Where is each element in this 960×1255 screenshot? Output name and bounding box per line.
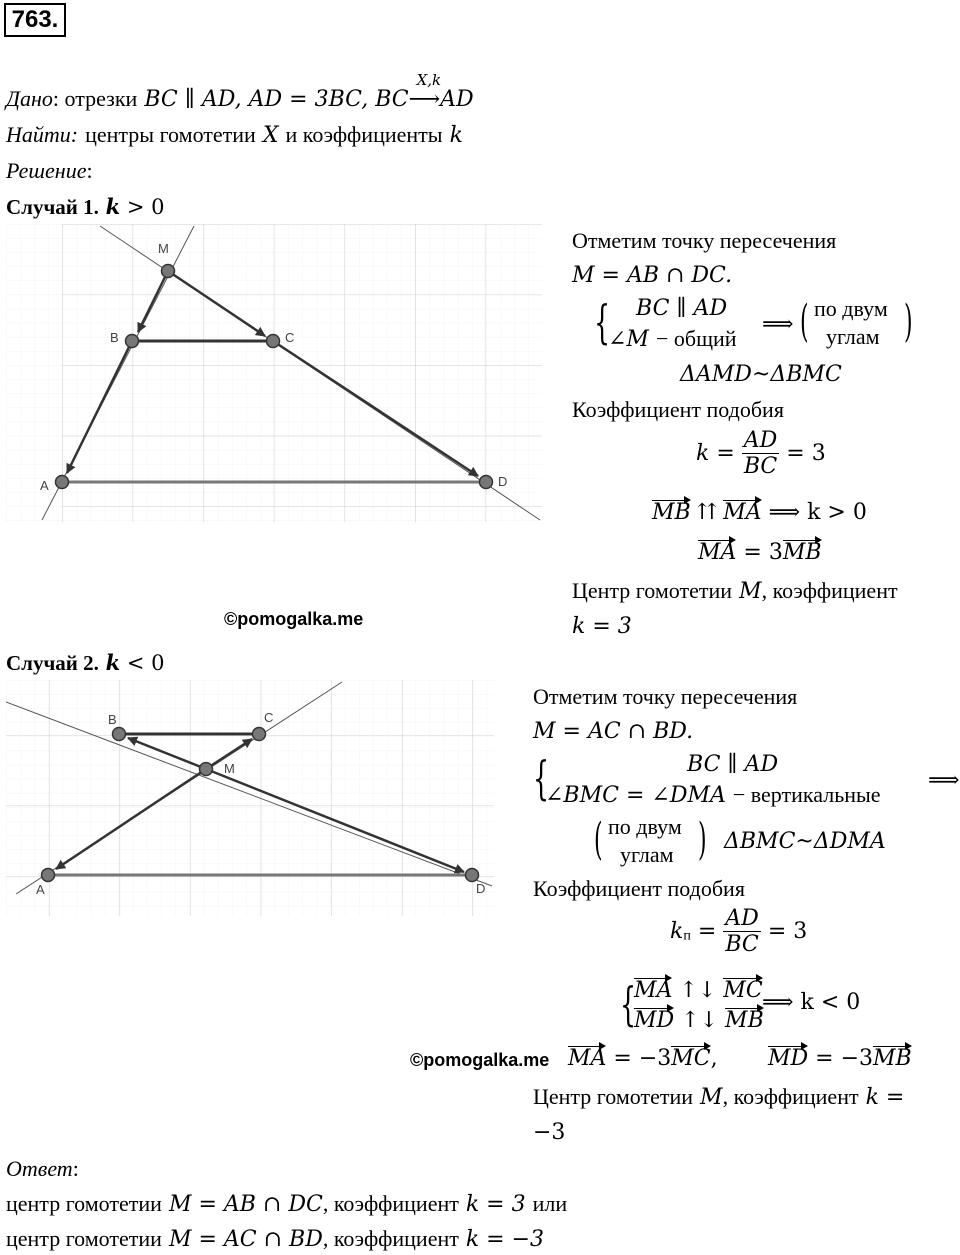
given-map-arrow: ⟶ [408,87,441,112]
answer-heading: Ответ: [6,1156,79,1181]
given-map-from: BC [375,87,409,112]
case2-s2-op: ↑↓ [681,1008,719,1033]
case2-center-coef: , коэффициент [722,1084,859,1109]
case1-label-c: C [285,330,295,345]
case2-title: Случай 2. [6,651,99,675]
case1-eq-three: = 3 [743,540,783,565]
find-var-k: k [449,123,463,148]
case1-label-a: A [40,478,49,493]
case1-condition: > 0 [126,195,165,219]
case1-frac-num: AD [743,428,778,453]
case2-paren-group: ( по двум углам ) [594,814,707,867]
case1-vector-mb-text: MB [652,500,691,525]
case1-point-d [480,476,493,489]
case2-figure [6,680,494,916]
case2-point-m [200,763,213,776]
case2-system-brace: { [533,751,550,805]
case1-center-var: M [739,579,762,604]
solution-heading: Решение: [6,158,93,183]
case2-system-angles: ∠BMC = ∠DMA [545,783,726,808]
case2-grid-major [6,680,494,916]
case2-l1: Отметим точку пересечения [533,684,798,709]
case2-e2-mb: MB [873,1046,912,1071]
case2-point-d [466,869,479,882]
case2-vector-eq2 [768,1046,912,1071]
case2-center-var: M [700,1085,723,1110]
case2-ratio [670,906,807,957]
given-text: отрезки [64,86,138,111]
case1-similar: ΔAMD~ΔBMC [680,362,842,387]
given-relation-ratio: AD = 3BC, [248,87,369,112]
case1-center-k: k = 3 [572,614,632,639]
case2-k-negative: ⟹ k < 0 [762,990,861,1015]
case1-system-common: − общий [655,326,737,351]
answer2-k: k = −3 [465,1227,545,1252]
case1-k-positive: ⟹ k > 0 [768,500,867,525]
case2-label-d: D [476,881,486,896]
given-map-over: X,k [416,71,442,89]
case2-paren-line2: углам [620,842,674,867]
case2-condition: < 0 [126,651,165,675]
case2-similar: ΔBMC~ΔDMA [724,829,886,854]
case2-heading [6,650,164,676]
case2-e1-ma: MA [568,1046,607,1071]
given-line: Дано: отрезки BC ∥ AD, AD = 3BC, BC X,k ⟶AD [6,71,474,112]
find-line [6,122,463,148]
case1-codir: ⇈ [697,500,717,525]
case1-codirection [652,500,867,525]
case2-e1-end: , [710,1046,718,1071]
case2-paren-line1: по двум [608,814,682,839]
case2-label-m: M [224,761,235,776]
case2-point-b [113,728,126,741]
case1-heading [6,194,164,220]
case2-e2-mid: = −3 [815,1046,874,1071]
case2-frac-num: AD [725,906,759,931]
case2-implies: ⟹ [928,768,960,793]
case1-point-m [162,265,175,278]
case2-intersection: M = AC ∩ BD. [533,719,694,744]
case2-label-a: A [36,882,45,897]
case2-center [533,1084,904,1110]
case2-direction-brace: { [620,977,637,1031]
case1-frac-den: BC [743,454,778,479]
case1-center-text: Центр гомотетии [572,578,733,603]
case2-vector-eq1 [568,1046,718,1071]
case2-coef-label: Коэффициент подобия [533,876,745,901]
case2-fraction [723,906,761,957]
answer1-or: или [532,1191,568,1216]
case1-ratio [696,428,826,479]
answer1-text: центр гомотетии [6,1191,162,1216]
case1-center-coef: , коэффициент [761,578,898,603]
answer2-center: M = AC ∩ BD [168,1227,323,1252]
case1-label-d: D [498,474,508,489]
given-relation-parallel: BC ∥ AD, [144,87,242,112]
answer1-k: k = 3 [465,1192,526,1217]
answer2-text: центр гомотетии [6,1226,162,1251]
case1-l1: Отметим точку пересечения [572,228,837,253]
case2-e1-mid: = −3 [613,1046,672,1071]
case1-paren-line1: по двум [814,296,888,321]
case1-k-eq: k = [696,441,735,466]
case1-vector-ma-text: MA [723,500,762,525]
case1-center [572,578,898,604]
case1-paren-group: ( по двум углам ) [800,296,913,349]
case2-center-text: Центр гомотетии [533,1084,694,1109]
case2-center-k-value: −3 [533,1120,566,1145]
case2-point-c [253,728,266,741]
case1-system-line1: BC ∥ AD [636,296,728,321]
answer1-center: M = AB ∩ DC [168,1192,323,1217]
case1-watermark: ©pomogalka.me [224,609,364,629]
given-map-to: AD [440,87,474,112]
case2-k-eq2: = [697,919,717,944]
case1-coef-label: Коэффициент подобия [572,397,784,422]
case1-k-val: = 3 [786,441,826,466]
case2-s2-mb: MB [725,1008,764,1033]
answer2-coef: , коэффициент [322,1226,459,1251]
answer-line1 [6,1191,567,1217]
case2-s2-md: MD [634,1008,675,1033]
case1-label-b: B [110,330,119,345]
case2-system-line1: BC ∥ AD [687,752,779,777]
case2-s1-op: ↑↓ [679,978,717,1003]
solution-label: Решение [6,158,87,183]
case2-k-eq: k [670,919,684,944]
case1-vec-mb2: MB [782,540,822,565]
case2-point-a [42,869,55,882]
answer-label: Ответ [6,1156,73,1181]
problem-number: 763. [4,3,66,37]
case2-e1-mc: MC [671,1046,711,1071]
case1-fraction [742,428,780,479]
case1-implies: ⟹ [762,312,794,337]
case2-e2-md: MD [768,1046,809,1071]
find-text: центры гомотетии [85,122,256,147]
case1-label-m: M [158,241,169,256]
find-mid: и коэффициенты [285,122,443,147]
answer-line2 [6,1226,544,1252]
case2-label-b: B [108,712,117,727]
case1-grid-major [62,224,542,522]
case2-s1-mc: MC [723,978,763,1003]
case2-s1-ma: MA [634,978,673,1003]
case2-k-val: = 3 [767,919,808,944]
case1-figure [6,224,542,522]
case1-title: Случай 1. [6,195,99,219]
case2-frac-den: BC [725,932,759,957]
case1-intersection: M = AB ∩ DC. [572,263,733,288]
case1-var: k [105,194,121,219]
case1-point-b [126,335,139,348]
answer1-coef: , коэффициент [322,1191,459,1216]
case2-k-sub: п [683,928,691,944]
case2-label-c: C [264,710,274,725]
case1-vector-eq [698,540,822,565]
case1-system-angle: ∠M [608,327,649,352]
case1-point-a [56,476,69,489]
case1-system-brace: { [594,295,611,349]
case2-var: k [105,650,121,675]
case1-vec-ma2: MA [698,540,737,565]
case2-watermark: ©pomogalka.me [410,1050,550,1070]
case2-system-vertical: − вертикальные [732,782,881,807]
case2-direction-system [620,977,764,1040]
case2-center-k: k = [865,1085,905,1110]
given-label: Дано [6,86,53,111]
find-var-x: X [262,123,279,148]
find-label: Найти: [6,122,79,147]
case1-point-c [267,335,280,348]
case1-paren-line2: углам [826,324,880,349]
